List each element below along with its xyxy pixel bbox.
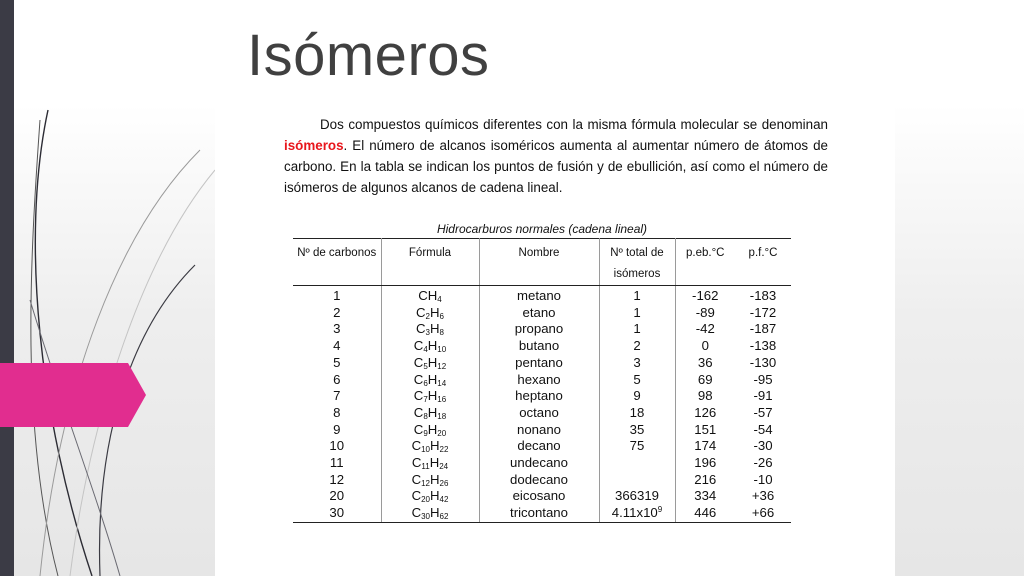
cell-isomers xyxy=(599,455,675,472)
table-row xyxy=(293,505,791,522)
formula-c: CH xyxy=(418,288,438,303)
header-name: Nombre xyxy=(479,239,599,286)
table-row xyxy=(293,438,791,455)
formula-h: H xyxy=(430,438,440,454)
formula-h: H xyxy=(430,304,440,320)
intro-paragraph xyxy=(284,114,828,198)
formula-h-subscript: 16 xyxy=(437,395,447,405)
cell-boiling-point: -162 xyxy=(692,288,719,303)
formula-c: C xyxy=(413,388,424,404)
cell-isomers xyxy=(599,405,675,422)
cell-melting-point: -172 xyxy=(749,304,777,320)
formula-c-subscript: 8 xyxy=(423,411,428,421)
cell-formula xyxy=(381,505,479,522)
formula-h-subscript: 24 xyxy=(439,462,449,472)
formula-h: H xyxy=(430,321,440,337)
formula-h-subscript: 18 xyxy=(437,411,447,421)
cell-name: decano xyxy=(479,438,599,455)
cell-formula xyxy=(381,422,479,439)
cell-boiling-point: 151 xyxy=(694,421,717,437)
cell-melting-point: -30 xyxy=(753,438,773,454)
cell-isomers xyxy=(599,321,675,338)
table-row xyxy=(293,355,791,372)
table-row xyxy=(293,405,791,422)
cell-carbons: 10 xyxy=(293,438,381,455)
highlight-term: isómeros xyxy=(284,138,344,153)
cell-name: butano xyxy=(479,338,599,355)
cell-name: eicosano xyxy=(479,488,599,505)
cell-melting-point: -183 xyxy=(749,288,777,303)
cell-formula xyxy=(381,338,479,355)
decorative-curves xyxy=(0,0,230,576)
cell-boiling-point: 98 xyxy=(697,388,713,404)
header-carbons: Nº de carbonos xyxy=(293,239,381,286)
cell-boiling-point: 36 xyxy=(697,354,713,370)
cell-name: tricontano xyxy=(479,505,599,522)
cell-melting-point: -54 xyxy=(753,421,773,437)
formula-h-subscript: 8 xyxy=(439,328,444,338)
cell-formula xyxy=(381,488,479,505)
cell-boiling-point: 126 xyxy=(694,404,717,420)
formula-h-subscript: 4 xyxy=(437,295,442,304)
formula-c: C xyxy=(413,354,424,370)
cell-melting-point: -57 xyxy=(753,404,773,420)
formula-c: C xyxy=(416,321,426,337)
paragraph-text-1: Dos compuestos químicos diferentes con la misma fórmula molecular se denominan xyxy=(320,117,828,132)
isomers-value: 35 xyxy=(629,421,645,437)
table-row xyxy=(293,472,791,489)
cell-isomers xyxy=(599,372,675,389)
cell-name: metano xyxy=(479,286,599,305)
cell-formula xyxy=(381,355,479,372)
cell-formula xyxy=(381,388,479,405)
cell-melting-point: -26 xyxy=(753,455,773,471)
formula-h: H xyxy=(427,388,438,404)
cell-boiling-point: 174 xyxy=(694,438,717,454)
isomers-value: 1 xyxy=(633,288,641,303)
formula-c-subscript: 5 xyxy=(423,361,428,371)
cell-carbons: 5 xyxy=(293,355,381,372)
cell-name: undecano xyxy=(479,455,599,472)
cell-formula xyxy=(381,305,479,322)
formula-h-subscript: 62 xyxy=(439,512,449,522)
table-row xyxy=(293,422,791,439)
cell-name: dodecano xyxy=(479,472,599,489)
cell-boiling-point: 334 xyxy=(694,488,717,504)
cell-name: pentano xyxy=(479,355,599,372)
header-formula: Fórmula xyxy=(381,239,479,286)
cell-melting-point: +36 xyxy=(751,488,775,504)
cell-formula xyxy=(381,472,479,489)
content-panel xyxy=(215,106,895,576)
cell-name: nonano xyxy=(479,422,599,439)
isomers-value: 2 xyxy=(633,338,641,354)
formula-h: H xyxy=(430,505,440,521)
formula-h: H xyxy=(427,354,438,370)
table-caption: Hidrocarburos normales (cadena lineal) xyxy=(436,222,648,236)
formula-c: C xyxy=(411,455,422,471)
formula-c: C xyxy=(416,304,426,320)
cell-name: hexano xyxy=(479,372,599,389)
formula-h-subscript: 26 xyxy=(439,478,449,488)
cell-isomers xyxy=(599,305,675,322)
cell-carbons: 9 xyxy=(293,422,381,439)
cell-carbons: 2 xyxy=(293,305,381,322)
hydrocarbons-table xyxy=(293,238,791,523)
isomers-value: 366319 xyxy=(614,488,659,504)
formula-c-subscript: 30 xyxy=(421,512,430,522)
formula-c: C xyxy=(413,371,424,387)
isomers-value: 4.11x10 xyxy=(611,505,658,521)
formula-c-subscript: 4 xyxy=(423,345,428,355)
formula-c-subscript: 2 xyxy=(425,311,430,321)
cell-formula xyxy=(381,286,479,305)
cell-melting-point: -130 xyxy=(749,354,777,370)
table-row xyxy=(293,388,791,405)
formula-c-subscript: 11 xyxy=(421,462,430,472)
cell-melting-point: -187 xyxy=(749,321,777,337)
table-row xyxy=(293,372,791,389)
cell-melting-point: -91 xyxy=(753,388,773,404)
cell-carbons: 12 xyxy=(293,472,381,489)
formula-c: C xyxy=(413,404,424,420)
slide-title: Isómeros xyxy=(247,23,490,88)
cell-isomers xyxy=(599,505,675,522)
formula-h-subscript: 12 xyxy=(437,361,447,371)
cell-isomers xyxy=(599,438,675,455)
formula-c-subscript: 7 xyxy=(423,395,428,405)
cell-carbons: 30 xyxy=(293,505,381,522)
cell-formula xyxy=(381,455,479,472)
cell-isomers xyxy=(599,488,675,505)
cell-isomers xyxy=(599,338,675,355)
formula-h-subscript: 22 xyxy=(439,445,449,455)
formula-c: C xyxy=(413,421,424,437)
formula-h: H xyxy=(427,338,438,354)
formula-c-subscript: 20 xyxy=(421,495,430,505)
table-row xyxy=(293,338,791,355)
formula-c: C xyxy=(411,471,422,487)
formula-h: H xyxy=(430,488,440,504)
isomers-value: 75 xyxy=(629,438,645,454)
cell-carbons: 3 xyxy=(293,321,381,338)
cell-boiling-point: -42 xyxy=(695,321,715,337)
formula-c-subscript: 3 xyxy=(425,328,430,338)
formula-c-subscript: 12 xyxy=(421,478,430,488)
cell-carbons: 20 xyxy=(293,488,381,505)
formula-h-subscript: 42 xyxy=(439,495,449,505)
formula-c: C xyxy=(413,338,424,354)
isomers-value: 18 xyxy=(629,404,645,420)
cell-carbons: 1 xyxy=(293,286,381,305)
formula-h-subscript: 14 xyxy=(437,378,447,388)
formula-c: C xyxy=(411,438,422,454)
cell-formula xyxy=(381,438,479,455)
formula-h: H xyxy=(427,371,438,387)
cell-boiling-point: 0 xyxy=(701,338,709,354)
isomers-value: 1 xyxy=(633,321,641,337)
cell-name: heptano xyxy=(479,388,599,405)
cell-boiling-point: 69 xyxy=(697,371,713,387)
isomers-value: 5 xyxy=(633,371,641,387)
formula-h: H xyxy=(427,404,438,420)
cell-isomers xyxy=(599,388,675,405)
cell-melting-point: -138 xyxy=(749,338,777,354)
cell-boiling-point: 446 xyxy=(675,505,735,522)
table-row xyxy=(293,305,791,322)
cell-carbons: 8 xyxy=(293,405,381,422)
formula-h-subscript: 20 xyxy=(437,428,447,438)
header-isomers: Nº total de isómeros xyxy=(599,239,675,286)
table-row xyxy=(293,286,791,305)
cell-formula xyxy=(381,372,479,389)
formula-c-subscript: 6 xyxy=(423,378,428,388)
cell-carbons: 6 xyxy=(293,372,381,389)
pink-accent-tab xyxy=(0,363,146,427)
table-row xyxy=(293,455,791,472)
isomers-value: 1 xyxy=(633,304,641,320)
cell-boiling-point: 216 xyxy=(694,471,717,487)
cell-name: propano xyxy=(479,321,599,338)
cell-isomers xyxy=(599,355,675,372)
formula-c: C xyxy=(411,505,422,521)
formula-c-subscript: 10 xyxy=(421,445,430,455)
cell-isomers xyxy=(599,472,675,489)
isomers-value: 3 xyxy=(633,354,641,370)
header-melting-point: p.f.°C xyxy=(735,239,791,286)
cell-melting-point: -10 xyxy=(753,471,773,487)
paragraph-text-2: . El número de alcanos isoméricos aumenta al aumentar número de átomos de carbono. En la tabla se indican los puntos de fusión y de ebullición, así como el número de isómeros de algunos alcanos de cadena lineal. xyxy=(284,138,828,195)
cell-carbons: 4 xyxy=(293,338,381,355)
formula-h: H xyxy=(429,455,440,471)
cell-carbons: 7 xyxy=(293,388,381,405)
cell-carbons: 11 xyxy=(293,455,381,472)
cell-isomers xyxy=(599,422,675,439)
header-boiling-point: p.eb.°C xyxy=(675,239,735,286)
formula-c: C xyxy=(411,488,422,504)
cell-boiling-point: 196 xyxy=(694,455,717,471)
cell-isomers xyxy=(599,286,675,305)
cell-melting-point: -95 xyxy=(753,371,773,387)
cell-formula xyxy=(381,405,479,422)
isomers-value: 9 xyxy=(633,388,641,404)
isomers-exponent: 9 xyxy=(657,505,663,515)
cell-name: octano xyxy=(479,405,599,422)
cell-formula xyxy=(381,321,479,338)
cell-boiling-point: -89 xyxy=(695,304,715,320)
formula-h-subscript: 6 xyxy=(439,311,444,321)
formula-c-subscript: 9 xyxy=(423,428,428,438)
cell-melting-point: +66 xyxy=(735,505,791,522)
table-row xyxy=(293,321,791,338)
formula-h: H xyxy=(427,421,438,437)
formula-h-subscript: 10 xyxy=(437,345,447,355)
formula-h: H xyxy=(430,471,440,487)
cell-name: etano xyxy=(479,305,599,322)
table-header-row xyxy=(293,239,791,286)
table-row xyxy=(293,488,791,505)
